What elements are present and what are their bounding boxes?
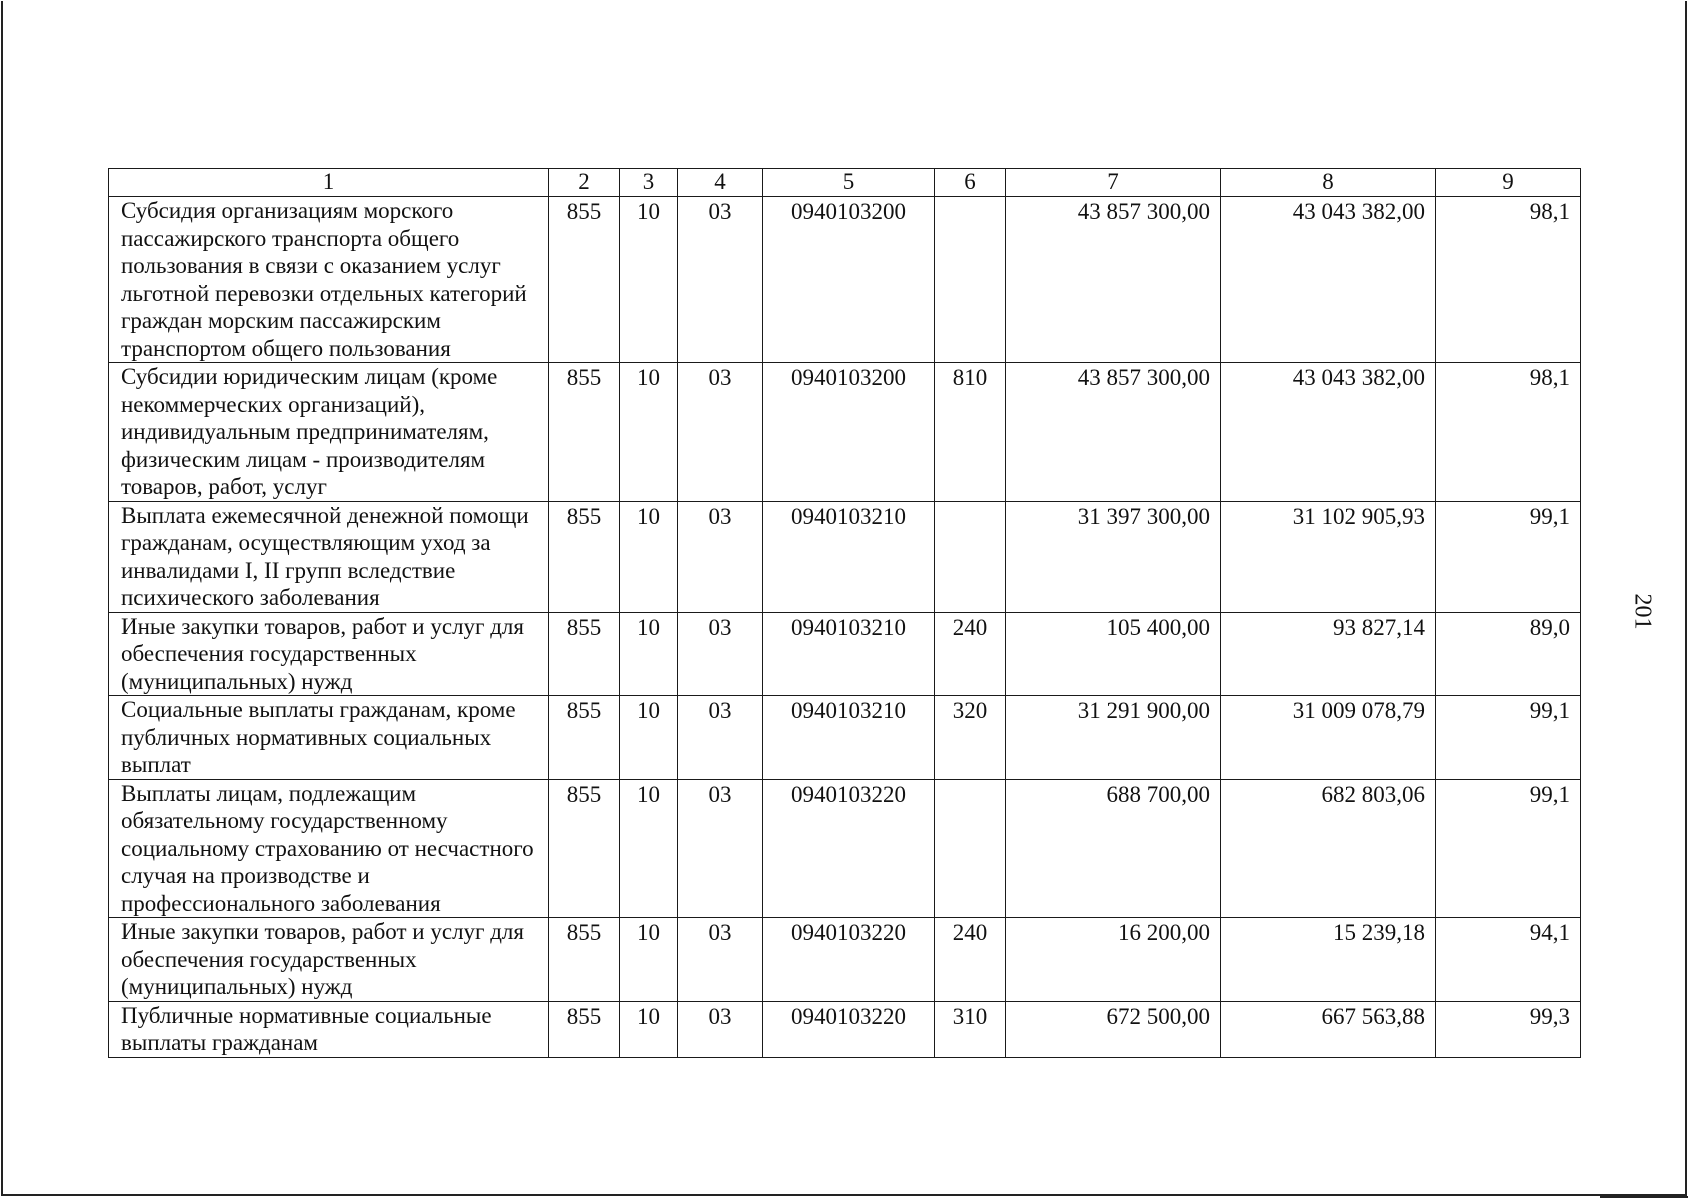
row-name: Публичные нормативные социальные выплаты гражданам xyxy=(109,1001,549,1057)
table-row xyxy=(109,363,1581,502)
row-col-6 xyxy=(935,501,1006,612)
row-col-4: 03 xyxy=(678,197,763,363)
row-col-3: 10 xyxy=(620,918,678,1002)
table-row xyxy=(109,696,1581,780)
row-col-8: 31 009 078,79 xyxy=(1221,696,1436,780)
row-col-3: 10 xyxy=(620,696,678,780)
row-col-9: 94,1 xyxy=(1436,918,1581,1002)
row-col-8: 15 239,18 xyxy=(1221,918,1436,1002)
table-row xyxy=(109,918,1581,1002)
row-col-8: 31 102 905,93 xyxy=(1221,501,1436,612)
row-col-2: 855 xyxy=(549,612,620,696)
row-col-7: 672 500,00 xyxy=(1006,1001,1221,1057)
row-col-9: 98,1 xyxy=(1436,197,1581,363)
page-edge-mark xyxy=(1600,1196,1688,1198)
row-col-6: 810 xyxy=(935,363,1006,502)
row-col-5: 0940103200 xyxy=(763,197,935,363)
row-col-3: 10 xyxy=(620,197,678,363)
page-number: 201 xyxy=(1629,593,1656,630)
row-col-9: 99,1 xyxy=(1436,779,1581,918)
row-col-5: 0940103220 xyxy=(763,1001,935,1057)
row-col-7: 105 400,00 xyxy=(1006,612,1221,696)
row-col-3: 10 xyxy=(620,501,678,612)
row-col-6 xyxy=(935,197,1006,363)
header-col-6: 6 xyxy=(935,169,1006,197)
budget-table-container xyxy=(108,168,1580,1058)
row-col-2: 855 xyxy=(549,779,620,918)
row-col-7: 43 857 300,00 xyxy=(1006,363,1221,502)
row-col-3: 10 xyxy=(620,779,678,918)
row-col-9: 99,3 xyxy=(1436,1001,1581,1057)
header-col-5: 5 xyxy=(763,169,935,197)
row-col-8: 93 827,14 xyxy=(1221,612,1436,696)
row-col-7: 16 200,00 xyxy=(1006,918,1221,1002)
row-col-2: 855 xyxy=(549,363,620,502)
row-col-4: 03 xyxy=(678,918,763,1002)
row-name: Выплаты лицам, подлежащим обязательному государственному социальному страхованию от несчастного случая на производстве и профессионального заболевания xyxy=(109,779,549,918)
row-col-5: 0940103200 xyxy=(763,363,935,502)
row-col-2: 855 xyxy=(549,501,620,612)
row-col-8: 667 563,88 xyxy=(1221,1001,1436,1057)
table-row xyxy=(109,1001,1581,1057)
row-col-2: 855 xyxy=(549,918,620,1002)
row-col-4: 03 xyxy=(678,612,763,696)
header-col-8: 8 xyxy=(1221,169,1436,197)
row-name: Социальные выплаты гражданам, кроме публичных нормативных социальных выплат xyxy=(109,696,549,780)
row-col-5: 0940103210 xyxy=(763,612,935,696)
row-col-7: 31 397 300,00 xyxy=(1006,501,1221,612)
row-col-4: 03 xyxy=(678,363,763,502)
row-col-4: 03 xyxy=(678,779,763,918)
row-col-9: 89,0 xyxy=(1436,612,1581,696)
row-col-3: 10 xyxy=(620,612,678,696)
row-col-8: 43 043 382,00 xyxy=(1221,363,1436,502)
header-col-7: 7 xyxy=(1006,169,1221,197)
row-col-5: 0940103210 xyxy=(763,696,935,780)
header-col-3: 3 xyxy=(620,169,678,197)
header-col-1: 1 xyxy=(109,169,549,197)
budget-table xyxy=(108,168,1581,1058)
row-col-6: 310 xyxy=(935,1001,1006,1057)
row-name: Выплата ежемесячной денежной помощи гражданам, осуществляющим уход за инвалидами I, II групп вследствие психического заболевания xyxy=(109,501,549,612)
table-row xyxy=(109,779,1581,918)
row-col-3: 10 xyxy=(620,1001,678,1057)
row-name: Субсидия организациям морского пассажирского транспорта общего пользования в связи с оказанием услуг льготной перевозки отдельных категорий граждан морским пассажирским транспортом общего пользования xyxy=(109,197,549,363)
row-name: Иные закупки товаров, работ и услуг для обеспечения государственных (муниципальных) нужд xyxy=(109,612,549,696)
table-row xyxy=(109,501,1581,612)
row-col-5: 0940103220 xyxy=(763,918,935,1002)
header-row xyxy=(109,169,1581,197)
row-col-9: 99,1 xyxy=(1436,696,1581,780)
table-row xyxy=(109,197,1581,363)
row-col-7: 688 700,00 xyxy=(1006,779,1221,918)
row-col-8: 682 803,06 xyxy=(1221,779,1436,918)
row-col-5: 0940103220 xyxy=(763,779,935,918)
row-col-3: 10 xyxy=(620,363,678,502)
row-col-4: 03 xyxy=(678,1001,763,1057)
table-row xyxy=(109,612,1581,696)
row-col-8: 43 043 382,00 xyxy=(1221,197,1436,363)
row-col-6 xyxy=(935,779,1006,918)
row-col-9: 99,1 xyxy=(1436,501,1581,612)
row-col-5: 0940103210 xyxy=(763,501,935,612)
row-col-7: 31 291 900,00 xyxy=(1006,696,1221,780)
row-col-4: 03 xyxy=(678,501,763,612)
row-col-2: 855 xyxy=(549,1001,620,1057)
row-col-7: 43 857 300,00 xyxy=(1006,197,1221,363)
row-name: Иные закупки товаров, работ и услуг для обеспечения государственных (муниципальных) нужд xyxy=(109,918,549,1002)
row-col-4: 03 xyxy=(678,696,763,780)
row-name: Субсидии юридическим лицам (кроме некоммерческих организаций), индивидуальным предпринимателям, физическим лицам - производителям товаров, работ, услуг xyxy=(109,363,549,502)
header-col-4: 4 xyxy=(678,169,763,197)
row-col-6: 320 xyxy=(935,696,1006,780)
row-col-2: 855 xyxy=(549,696,620,780)
header-col-2: 2 xyxy=(549,169,620,197)
row-col-2: 855 xyxy=(549,197,620,363)
header-col-9: 9 xyxy=(1436,169,1581,197)
row-col-6: 240 xyxy=(935,918,1006,1002)
row-col-6: 240 xyxy=(935,612,1006,696)
row-col-9: 98,1 xyxy=(1436,363,1581,502)
